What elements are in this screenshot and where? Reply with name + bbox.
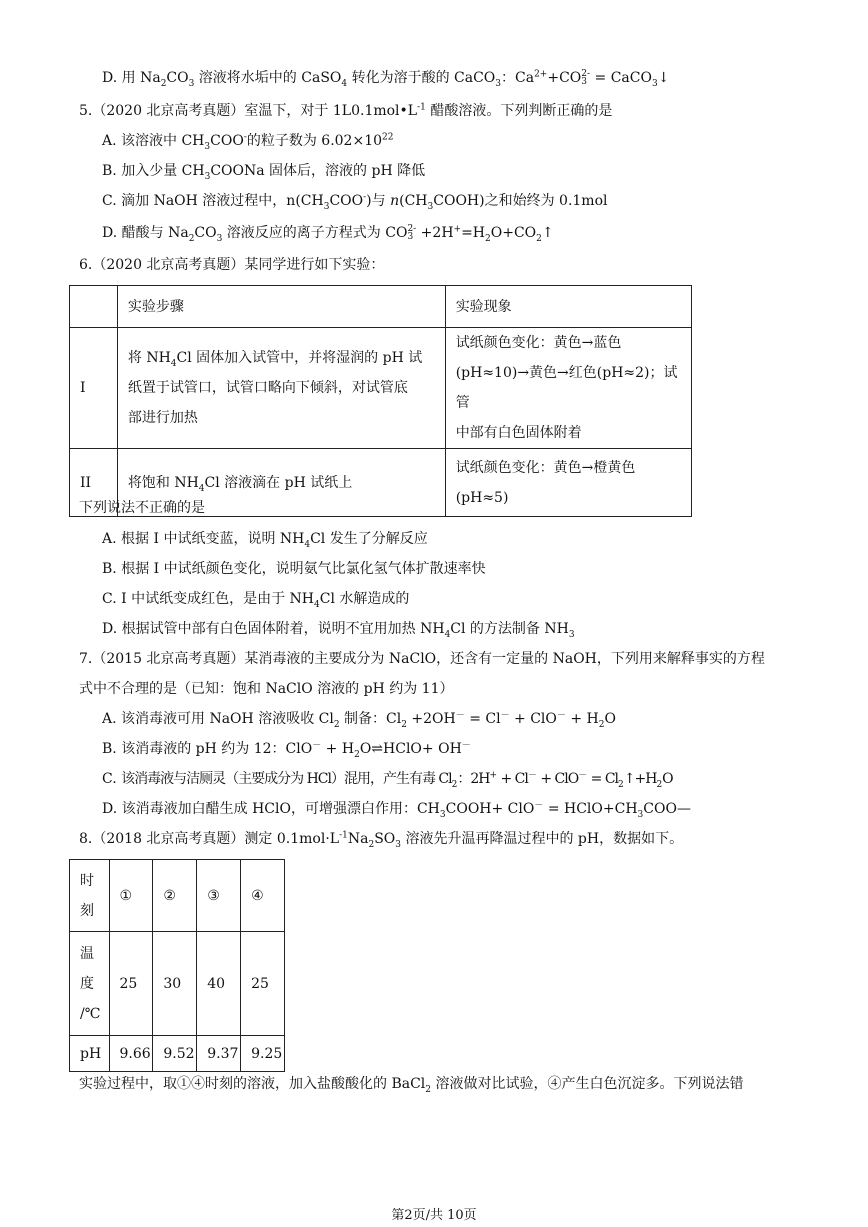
page-footer: 第2页/共 10页	[391, 1208, 477, 1223]
q6-experiment-table	[69, 285, 692, 517]
temperature-cell: 30	[153, 932, 197, 1036]
q6-stem: 6.（2020 北京高考真题）某同学进行如下实验：	[79, 257, 385, 273]
row1-phenomenon: 试纸颜色变化：黄色→蓝色 (pH≈10)→黄色→红色(pH≈2)；试管 中部有白色固体附着	[445, 328, 691, 449]
q8-data-table	[69, 859, 285, 1072]
q5-option-c: C. 滴加 NaOH 溶液过程中，$n(CH_3COO^-)$与 $n(CH_3COOH)$之和始终为 0.1mol	[102, 192, 608, 212]
temperature-cell: 25	[241, 932, 285, 1036]
q5-option-b: B. 加入少量 $CH_3COONa$ 固体后，溶液的 pH 降低	[102, 163, 426, 182]
header-moment: 时 刻	[70, 860, 110, 932]
ph-cell: 9.37	[197, 1036, 241, 1072]
header-temperature: 温 度 /℃	[70, 932, 110, 1036]
header-phenomenon: 实验现象	[445, 286, 691, 328]
q6-question: 下列说法不正确的是	[79, 500, 205, 516]
q6-option-b: B. 根据 I 中试纸颜色变化，说明氨气比氯化氢气体扩散速率快	[102, 561, 486, 577]
q7-option-c: C. 该消毒液与洁厕灵（主要成分为 HCl）混用，产生有毒 $Cl_2$：$2H^+ + Cl^- + ClO^- = Cl_2↑+H_2O$	[102, 770, 674, 790]
ph-cell: 9.52	[153, 1036, 197, 1072]
q4-option-d: D. 用 $Na_2CO_3$ 溶液将水垢中的 CaSO$_4$ 转化为溶于酸的 CaCO$_3$：$Ca^{2+}+CO$ 2- 3 = CaCO$_3$↓	[102, 69, 670, 89]
equilibrium-arrow-icon: ⇌	[371, 741, 384, 757]
q5-option-d: D. 醋酸与 $Na_2CO_3$ 溶液反应的离子方程式为 CO 2- 3 $+2H^+=H_2O+CO_2↑$	[102, 224, 554, 244]
moment-cell: ①	[109, 860, 153, 932]
q8-stem: 8.（2018 北京高考真题）测定 $0.1mol\cdot L^{-1}Na_2SO_3$ 溶液先升温再降温过程中的 pH，数据如下。	[79, 830, 684, 850]
q7-option-b: B. 该消毒液的 pH 约为 12：$ClO^- + H_2O\rightleftharpoons HClO+ OH^-$	[102, 740, 471, 760]
ph-cell: 9.66	[109, 1036, 153, 1072]
q7-stem-line2: 式中不合理的是（已知：饱和 NaClO 溶液的 pH 约为 11）	[79, 681, 454, 697]
moment-cell: ④	[241, 860, 285, 932]
q7-option-a: A. 该消毒液可用 NaOH 溶液吸收 $Cl_2$ 制备：$Cl_2 +2OH^- = Cl^- + ClO^- + H_2O$	[102, 710, 616, 730]
temperature-cell: 40	[197, 932, 241, 1036]
row-id: I	[70, 328, 118, 449]
temperature-cell: 25	[109, 932, 153, 1036]
row2-step: 将饱和 $NH_4Cl$ 溶液滴在 pH 试纸上	[117, 449, 445, 517]
q7-option-d: D. 该消毒液加白醋生成 HClO，可增强漂白作用：$CH_3COOH+ ClO^-$ = $HClO+CH_3COO—$	[102, 800, 691, 820]
moment-cell: ③	[197, 860, 241, 932]
moment-cell: ②	[153, 860, 197, 932]
q6-option-d: D. 根据试管中部有白色固体附着，说明不宜用加热 $NH_4Cl$ 的方法制备 $NH_3$	[102, 621, 575, 640]
q6-option-c: C. I 中试纸变成红色，是由于 $NH_4Cl$ 水解造成的	[102, 591, 410, 610]
row-id: II	[70, 449, 118, 517]
row2-phenomenon: 试纸颜色变化：黄色→橙黄色 (pH≈5)	[445, 449, 691, 517]
q8-tail: 实验过程中，取①④时刻的溶液，加入盐酸酸化的 BaCl$_2$ 溶液做对比试验，④产生白色沉淀多。下列说法错	[79, 1076, 744, 1095]
q6-option-a: A. 根据 I 中试纸变蓝，说明 $NH_4Cl$ 发生了分解反应	[102, 531, 428, 550]
q7-stem-line1: 7.（2015 北京高考真题）某消毒液的主要成分为 NaClO，还含有一定量的 NaOH，下列用来解释事实的方程	[79, 651, 765, 667]
header-ph: pH	[70, 1036, 110, 1072]
ph-cell: 9.25	[241, 1036, 285, 1072]
q5-stem: 5.（2020 北京高考真题）室温下，对于 $1L0.1mol•L^{-1}$ 醋酸溶液。下列判断正确的是	[79, 102, 613, 119]
q5-option-a: A. 该溶液中 $CH_3COO^-$的粒子数为 $6.02\times 10^{22}$	[102, 132, 394, 152]
row1-step: 将 $NH_4Cl$ 固体加入试管中，并将湿润的 pH 试 纸置于试管口，试管口略向下倾斜，对试管底 部进行加热	[117, 328, 445, 449]
header-step: 实验步骤	[117, 286, 445, 328]
